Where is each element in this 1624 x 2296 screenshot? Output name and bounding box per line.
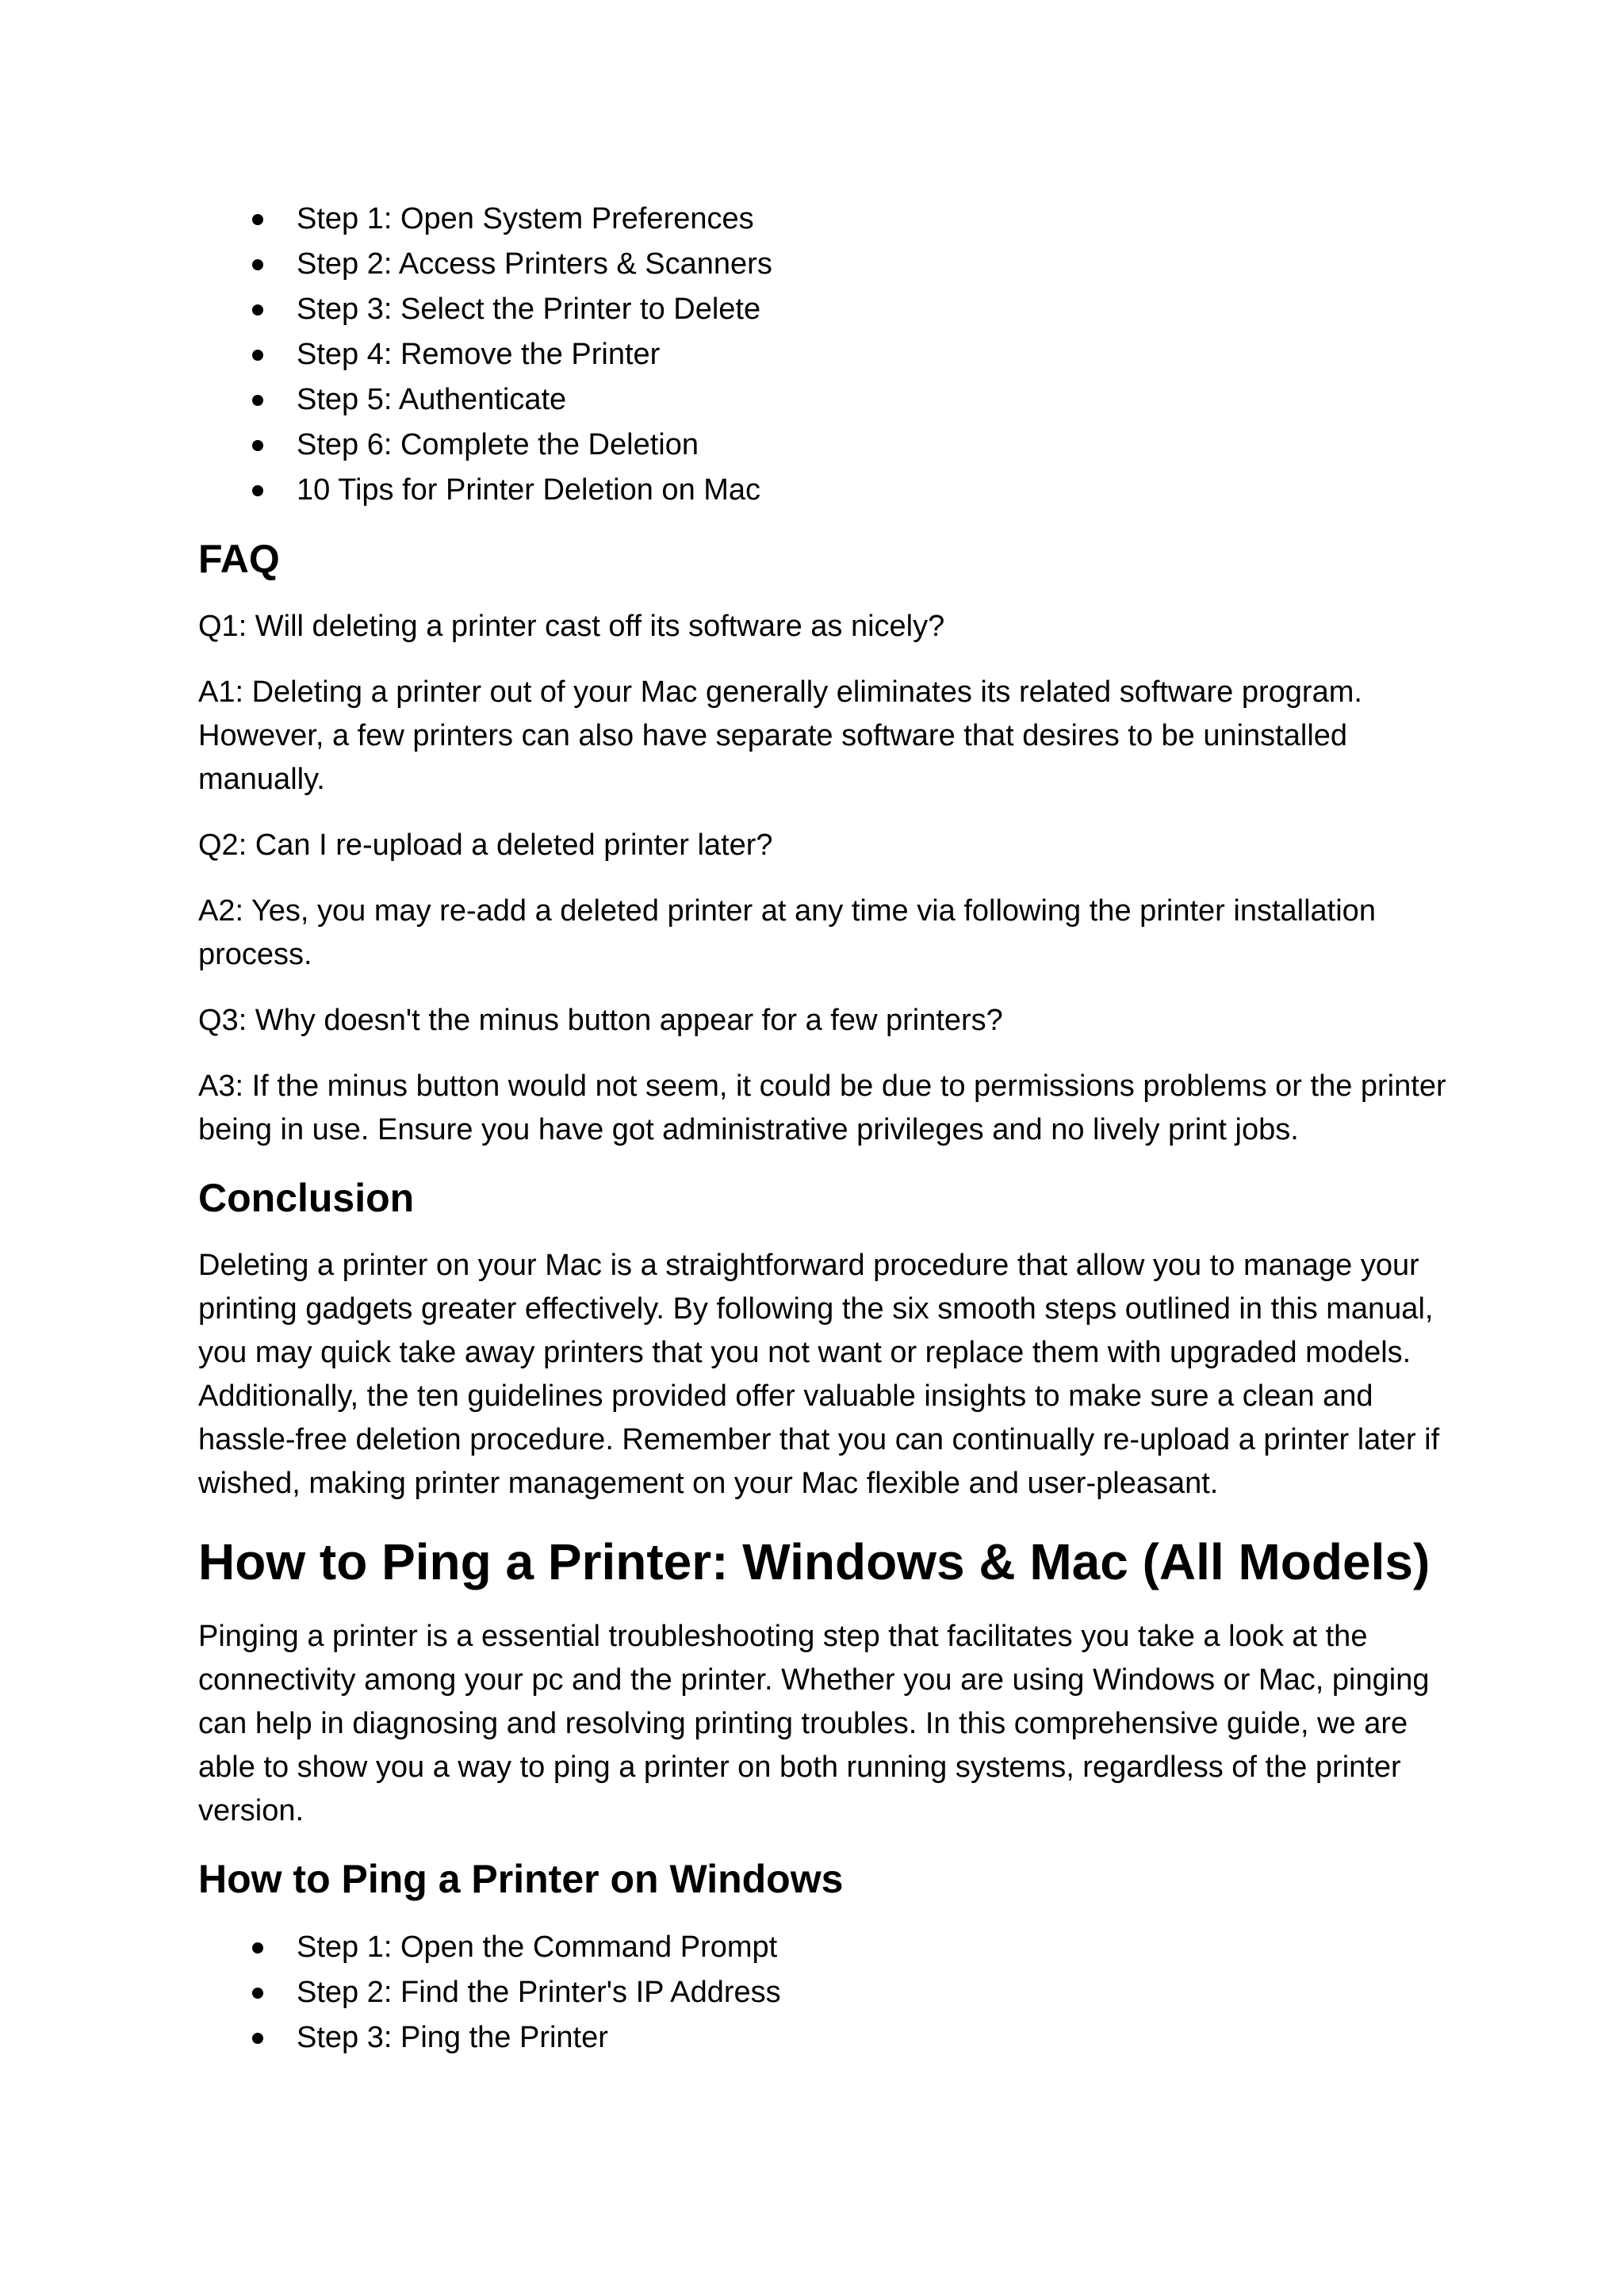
list-item-text: 10 Tips for Printer Deletion on Mac bbox=[297, 473, 761, 507]
bullet-icon bbox=[252, 485, 263, 496]
bullet-icon bbox=[252, 350, 263, 361]
bullet-icon bbox=[252, 214, 263, 225]
ping-intro: Pinging a printer is a essential troubleshooting step that facilitates you take a look at the connectivity among your pc and the printer. Whether you are using Windows or Mac, pinging can help in diagnosing and resolving printing troubles. In this comprehensive guide, we are able to show you a way to ping a printer on both running systems, regardless of the printer version. bbox=[198, 1620, 1430, 1827]
bullet-icon bbox=[252, 2033, 263, 2044]
list-item bbox=[198, 1925, 1451, 1970]
deletion-steps-list bbox=[198, 197, 1451, 513]
bullet-icon bbox=[252, 440, 263, 451]
faq-question-1: Q1: Will deleting a printer cast off its software as nicely? bbox=[198, 610, 945, 643]
bullet-icon bbox=[252, 1988, 263, 1999]
list-item-text: Step 6: Complete the Deletion bbox=[297, 428, 699, 461]
conclusion-heading: Conclusion bbox=[198, 1176, 415, 1220]
list-item bbox=[198, 468, 1451, 513]
list-item-text: Step 3: Select the Printer to Delete bbox=[297, 293, 761, 326]
list-item bbox=[198, 197, 1451, 242]
faq-question-3: Q3: Why doesn't the minus button appear for a few printers? bbox=[198, 1004, 1003, 1037]
bullet-icon bbox=[252, 304, 263, 316]
bullet-icon bbox=[252, 395, 263, 406]
ping-title: How to Ping a Printer: Windows & Mac (All Models) bbox=[198, 1533, 1431, 1590]
list-item bbox=[198, 2015, 1451, 2061]
document-page bbox=[198, 197, 1451, 2061]
windows-steps-list bbox=[198, 1925, 1451, 2061]
list-item bbox=[198, 423, 1451, 468]
list-item-text: Step 4: Remove the Printer bbox=[297, 338, 661, 371]
list-item bbox=[198, 1970, 1451, 2015]
faq-question-2: Q2: Can I re-upload a deleted printer later? bbox=[198, 828, 773, 862]
faq-answer-2: A2: Yes, you may re-add a deleted printer at any time via following the printer installation process. bbox=[198, 894, 1376, 971]
list-item bbox=[198, 242, 1451, 287]
list-item bbox=[198, 377, 1451, 423]
list-item-text: Step 3: Ping the Printer bbox=[297, 2021, 608, 2054]
faq-answer-3: A3: If the minus button would not seem, it could be due to permissions problems or the printer being in use. Ensure you have got administrative privileges and no lively print jobs. bbox=[198, 1070, 1446, 1146]
conclusion-text: Deleting a printer on your Mac is a straightforward procedure that allow you to manage your printing gadgets greater effectively. By following the six smooth steps outlined in this manual, you may quick take away printers that you not want or replace them with upgraded models. Additionally, the ten guidelines provided offer valuable insights to make sure a clean and hassle-free deletion procedure. Remember that you can continually re-upload a printer later if wished, making printer management on your Mac flexible and user-pleasant. bbox=[198, 1249, 1440, 1500]
list-item-text: Step 2: Access Printers & Scanners bbox=[297, 247, 772, 281]
list-item-text: Step 1: Open System Preferences bbox=[297, 202, 754, 235]
windows-heading: How to Ping a Printer on Windows bbox=[198, 1857, 844, 1901]
faq-answer-1: A1: Deleting a printer out of your Mac generally eliminates its related software program. However, a few printers can also have separate software that desires to be uninstalled manually. bbox=[198, 675, 1362, 796]
faq-heading: FAQ bbox=[198, 537, 280, 581]
list-item-text: Step 2: Find the Printer's IP Address bbox=[297, 1976, 781, 2009]
list-item bbox=[198, 287, 1451, 332]
list-item-text: Step 1: Open the Command Prompt bbox=[297, 1931, 778, 1964]
list-item-text: Step 5: Authenticate bbox=[297, 383, 567, 416]
bullet-icon bbox=[252, 1942, 263, 1954]
bullet-icon bbox=[252, 259, 263, 270]
list-item bbox=[198, 332, 1451, 377]
